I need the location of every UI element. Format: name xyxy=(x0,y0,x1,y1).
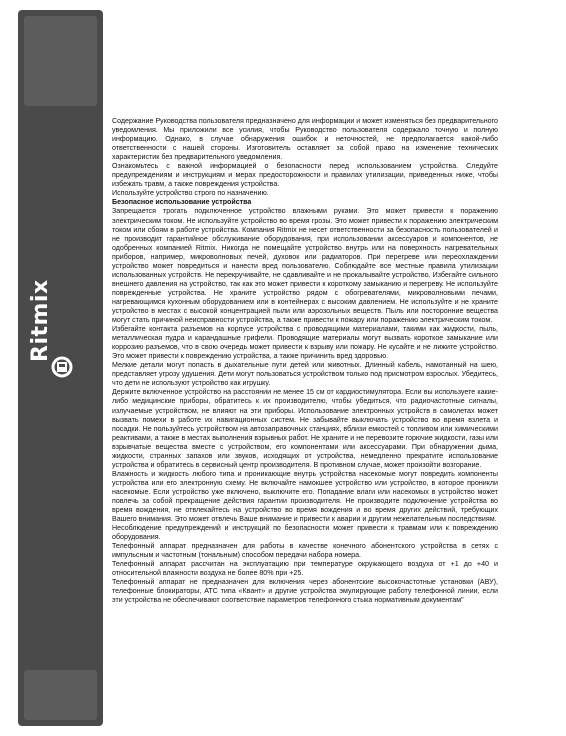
paragraph: Содержание Руководства пользователя предназначено для информации и может изменяться без предварительного уведомления. Мы приложили все усилия, чтобы Руководство пользователя содержало точную и полную информацию. Однако, в случае обнаружения ошибок и неточностей, не предполагается какой-либо ответственности с нашей стороны. Изготовитель оставляет за собой право на изменение технических характеристик без предварительного уведомления. xyxy=(112,117,498,162)
paragraph: Держите включенное устройство на расстоянии не менее 15 см от кардиостимулятора. Если вы используете какие-либо медицинские приборы, обратитесь к их производителю, чтобы убедиться, что радиочастотные сигналы, излучаемые устройством, не влияют на эти приборы. Использование электронных устройств в самолетах может вызвать помехи в работе их навигационных систем. Не забывайте выключать устройство во время взлета и посадки. Не пользуйтесь устройством на автозаправочных станциях, вблизи емкостей с топливом или химическими реактивами, а также в местах выполнения взрывных работ. Не храните и не перевозите горючие жидкости, газы или взрывчатые вещества вместе с устройством, его компонентами или аксессуарами. При обнаружении дыма, жидкости, странных запахов или звуков, исходящих от устройства, немедленно прекратите использование устройства и обратитесь в сервисный центр производителя. В противном случае, может произойти возгорание. xyxy=(112,388,498,469)
paragraph: Мелкие детали могут попасть в дыхательные пути детей или животных. Длинный кабель, намотанный на шею, представляет угрозу удушения. Дети могут пользоваться устройством только под присмотром взрослых. Убедитесь, что дети не используют устройство как игрушку. xyxy=(112,361,498,388)
paragraph: Используйте устройство строго по назначению. xyxy=(112,189,269,198)
sidebar-top-panel xyxy=(24,16,97,106)
paragraph: Запрещается трогать подключенное устройство влажными руками. Это может привести к поражению электрическим током. Не используйте устройство во время грозы. Это может привести к поражению электрическим током или сбоям в работе устройства. Компания Ritmix не несет ответственности за безопасность пользователей и не производит гарантийное обслуживание оборудования, при использовании аксессуаров и компонентов, не одобренных компанией Ritmix. Никогда не помещайте устройство внутрь или на поверхность нагревательных приборов, например, микроволновых печей, духовок или радиаторов. При перегреве или переохлаждении устройство может повредиться и нанести вред пользователю. Соблюдайте все местные правила утилизации использованных устройств. Не перекручивайте, не сдавливайте и не прокалывайте устройство. Избегайте сильного внешнего давления на устройство, так как это может привести к короткому замыканию и перегреву. Не используйте поврежденные устройства. Не храните устройство рядом с обогревателями, микроволновыми печами, нагревающимся кухонным оборудованием или в контейнерах с высоким давлением. Не используйте и не храните устройство в местах с высокой концентрацией пыли или аэрозольных веществ. Пыль или посторонние вещества могут стать причиной неисправности устройства, а также привести к пожару или поражению электрическим током. xyxy=(112,207,498,325)
paragraph: Телефонный аппарат рассчитан на эксплуатацию при температуре окружающего воздуха от +1 до +40 и относительной влажности воздуха не более 80% при +25. xyxy=(112,560,498,578)
paragraph: Избегайте контакта разъемов на корпусе устройства с проводящими материалами, такими как жидкости, пыль, металлическая пудра и карандашные грифели. Проводящие материалы могут вызвать короткое замыкание или коррозию разъемов, что в свою очередь может привести к взрыву или пожару. Не кусайте и не лижите устройство. Это может привести к повреждению устройства, а также причинить вред здоровью. xyxy=(112,325,498,361)
paragraph: Телефонный аппарат не предназначен для включения через абонентские высокочастотные установки (АВУ), телефонные блокираторы, АТС типа «Квант» и другие устройства эмулирующие работу телефонной линии, если эти устройства не обеспечивают соответствие параметров телефонного стыка нормативным документам" xyxy=(112,578,498,605)
document-body xyxy=(112,117,498,606)
paragraph: Влажность и жидкость любого типа и проникающие внутрь устройства насекомые могут повредить компоненты устройства или его электронную схему. Не включайте намокшее устройство или устройство, в которое проникли насекомые. Если устройство уже включено, выключите его. Попадание влаги или насекомых в устройство может повлечь за собой прекращение действия гарантии производителя. Не производите подключение устройства во время вождения, не отвлекайтесь на устройство во время вождения и во время других действий, требующих Вашего внимания. Это может отвлечь Ваше внимание и привести к аварии и другим нежелательным последствиям. xyxy=(112,469,498,524)
paragraph: Ознакомьтесь с важной информацией о безопасности перед использованием устройства. Следуйте предупреждениям и инструкциям и мерах предосторожности и правилах утилизации, приведенных ниже, чтобы избежать травм, а также повреждения устройства. xyxy=(112,162,498,189)
paragraph: Телефонный аппарат предназначен для работы в качестве конечного абонентского устройства в сетях с импульсным и частотным (тональным) способом передачи набора номера. xyxy=(112,542,498,560)
paragraph: Несоблюдение предупреждений и инструкций по безопасности может привести к травмам или к повреждению оборудования. xyxy=(112,524,498,542)
section-heading: Безопасное использование устройства xyxy=(112,198,252,207)
sidebar-bottom-panel xyxy=(24,670,97,720)
brand-logo-text: Ritmix xyxy=(28,279,53,362)
